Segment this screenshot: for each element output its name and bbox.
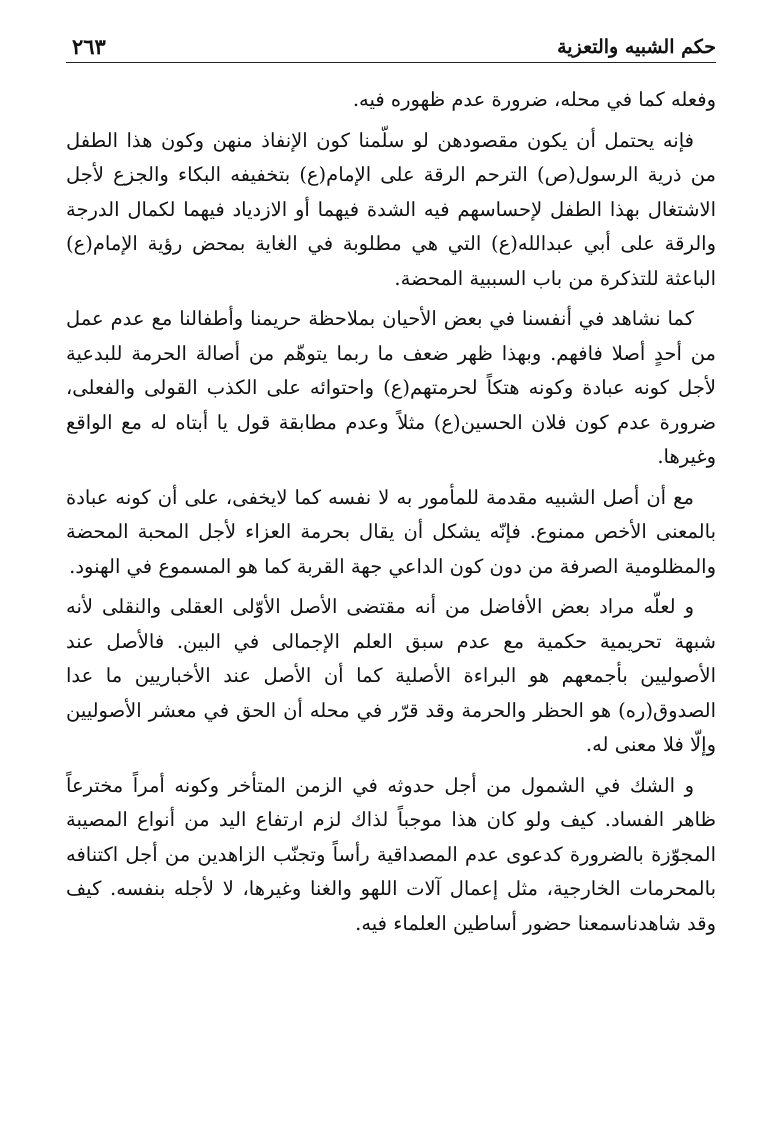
paragraph-5: و لعلّه مراد بعض الأفاضل من أنه مقتضى الأصل الأوّلى العقلى والنقلى لأنه شبهة تحريمية حكمية مع عدم سبق العلم الإجمالى في البين. فالأصل عند الأصوليين بأجمعهم هو البراءة الأصلية كما أن الأصل عند الأخباريين ما عدا الصدوق(ره) هو الحظر والحرمة وقد قرّر في محله أن الحق في معشر الأصوليين وإلّا فلا معنى له. bbox=[66, 595, 716, 756]
book-page bbox=[66, 32, 716, 941]
body-text bbox=[66, 83, 716, 941]
running-header bbox=[66, 32, 716, 63]
page-number: ٢٦٣ bbox=[72, 34, 106, 59]
paragraph-1: وفعله كما في محله، ضرورة عدم ظهوره فيه. bbox=[352, 88, 716, 111]
paragraph-4: مع أن أصل الشبيه مقدمة للمأمور به لا نفسه كما لايخفى، على أن كونه عبادة بالمعنى الأخص ممنوع. فإنّه يشكل أن يقال بحرمة العزاء لأجل المحبة المحضة والمظلومية الصرفة من دون كون الداعي جهة القربة كما هو المسموع في الهنود. bbox=[66, 485, 716, 578]
paragraph-2: فإنه يحتمل أن يكون مقصودهن لو سلّمنا كون الإنفاذ منهن وكون هذا الطفل من ذرية الرسول(ص) الترحم الرقة على الإمام(ع) بتخفيفه البكاء والجزع لأجل الاشتغال بهذا الطفل لإحساسهم فيه الشدة فيهما أو الازدياد فيهما لكمال الدرجة والرقة على أبي عبدالله(ع) التي هي مطلوبة في الغاية بمحض رؤية الإمام(ع) الباعثة للتذكرة من باب السببية المحضة. bbox=[66, 128, 716, 290]
paragraph-6: و الشك في الشمول من أجل حدوثه في الزمن المتأخر وكونه أمراً مخترعاً ظاهر الفساد. كيف ولو كان هذا موجباً لذاك لزم ارتفاع اليد من أنواع المصيبة المجوّزة بالضرورة كدعوى عدم المصداقية رأساً وتجنّب الزاهدين من أجل اكتنافه بالمحرمات الخارجية، مثل إعمال آلات اللهو والغنا وغيرها، لا لأجله بنفسه. كيف وقد شاهدناسمعنا حضور أساطين العلماء فيه. bbox=[66, 773, 716, 935]
chapter-title: حكم الشبيه والتعزية bbox=[557, 36, 716, 58]
paragraph-3: كما نشاهد في أنفسنا في بعض الأحيان بملاحظة حريمنا وأطفالنا مع عدم عمل من أحدٍ أصلا فافهم. وبهذا ظهر ضعف ما ربما يتوهّم من أصالة الحرمة للبدعية لأجل كونه عبادة وكونه هتكاً لحرمتهم(ع) واحتوائه على الكذب القولى والفعلى، ضرورة عدم كون فلان الحسين(ع) مثلاً وعدم مطابقة قول يا أبتاه له مع الواقع وغيرها. bbox=[66, 307, 716, 468]
